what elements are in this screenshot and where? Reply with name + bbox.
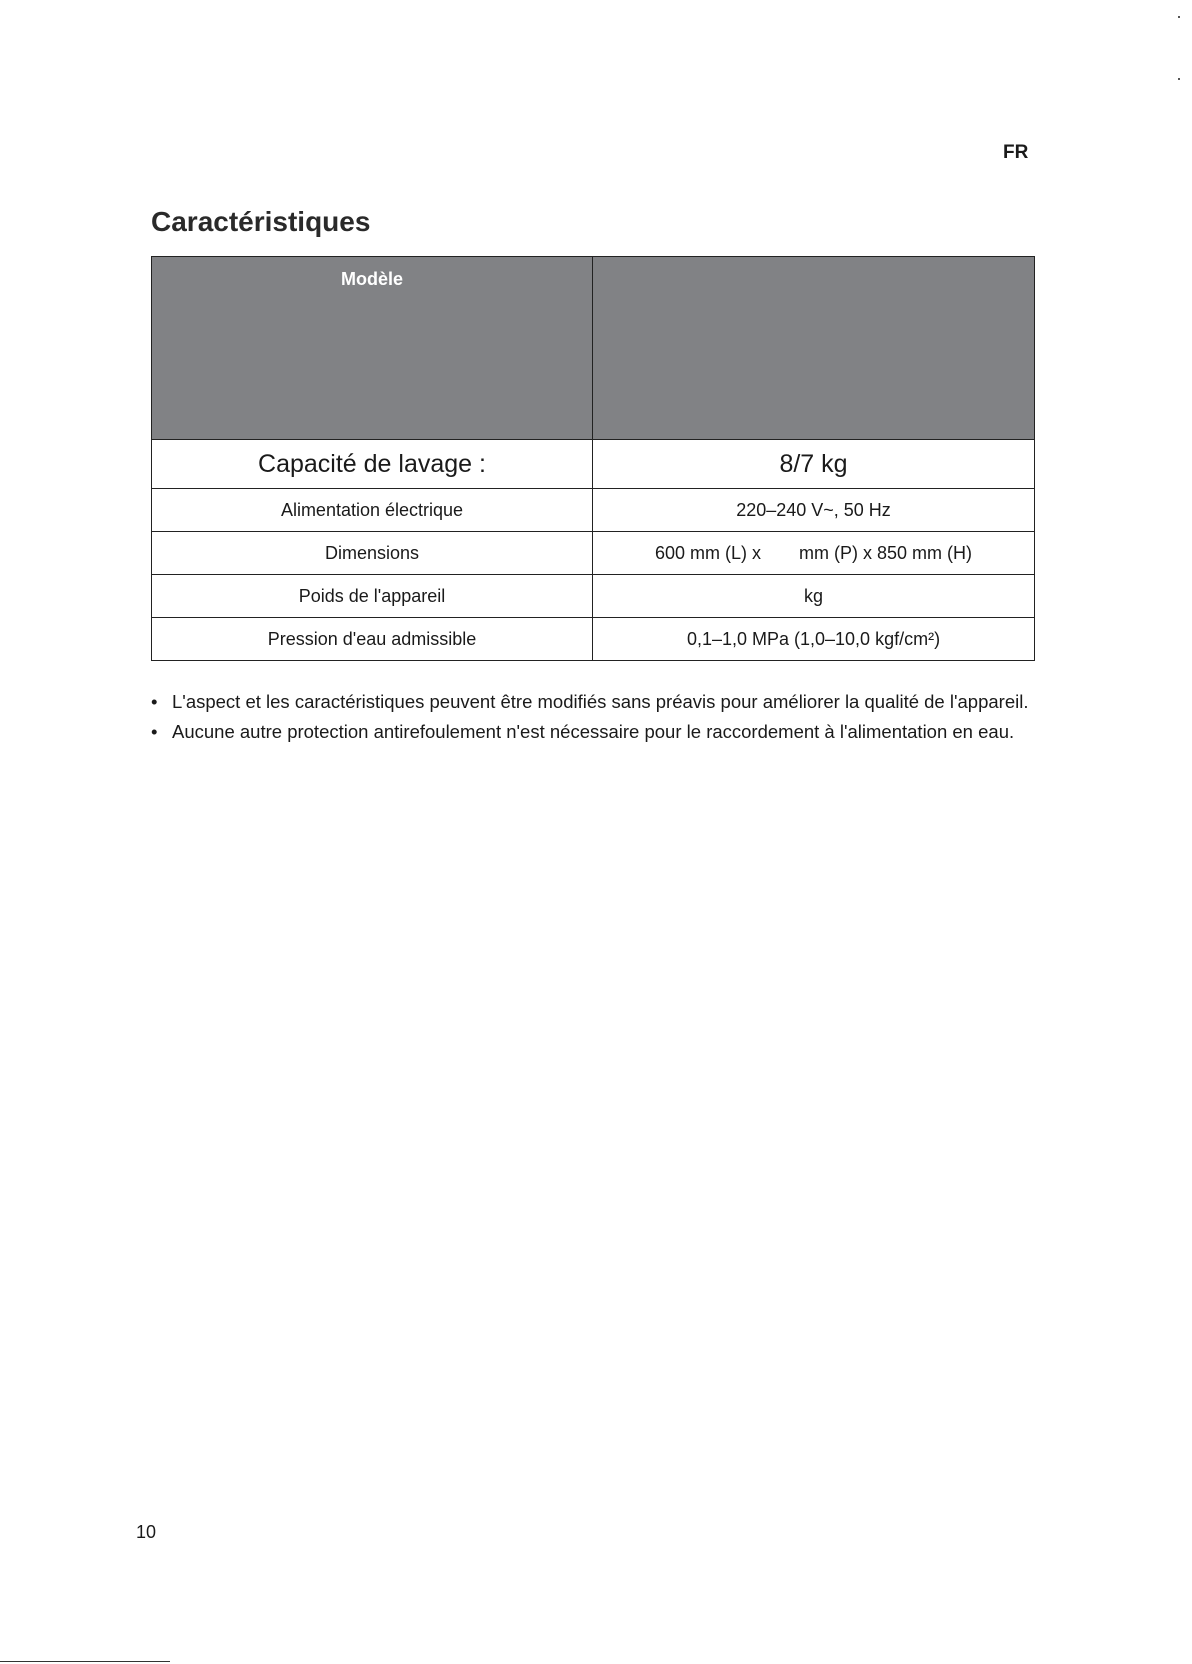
capacity-value: 8/7 kg	[593, 440, 1035, 489]
dimensions-value-depth-height: mm (P) x 850 mm (H)	[799, 542, 973, 563]
page-title: Caractéristiques	[151, 206, 371, 237]
model-value-header-cell	[593, 257, 1035, 440]
weight-label: Poids de l'appareil	[152, 575, 593, 618]
notes-list	[151, 690, 1031, 750]
model-header-label: Modèle	[340, 269, 403, 289]
specifications-table	[151, 256, 1035, 661]
table-row-dimensions	[152, 532, 1035, 575]
note-item	[151, 690, 1031, 714]
bullet-icon: •	[151, 691, 158, 712]
table-row-water-pressure	[152, 618, 1035, 661]
table-header-row	[152, 257, 1035, 440]
note-text: Aucune autre protection antirefoulement n'est nécessaire pour le raccordement à l'alimentation en eau.	[172, 721, 1015, 742]
power-label: Alimentation électrique	[152, 489, 593, 532]
table-row-capacity	[152, 440, 1035, 489]
water-pressure-value: 0,1–1,0 MPa (1,0–10,0 kgf/cm²)	[593, 618, 1035, 661]
crop-mark	[1178, 16, 1180, 18]
model-header-cell	[152, 257, 593, 440]
crop-mark	[1178, 78, 1180, 80]
water-pressure-label: Pression d'eau admissible	[152, 618, 593, 661]
power-value: 220–240 V~, 50 Hz	[593, 489, 1035, 532]
bottom-rule	[0, 1661, 170, 1662]
weight-value: kg	[593, 575, 1035, 618]
note-text: L'aspect et les caractéristiques peuvent être modifiés sans préavis pour améliorer la qualité de l'appareil.	[172, 691, 1029, 712]
dimensions-value-cell	[593, 532, 1035, 575]
dimensions-label: Dimensions	[152, 532, 593, 575]
bullet-icon: •	[151, 721, 158, 742]
dimensions-value-width: 600 mm (L) x	[654, 542, 762, 563]
language-tag: FR	[1003, 142, 1029, 163]
note-item	[151, 720, 1031, 744]
page-number: 10	[136, 1522, 157, 1542]
table-row-power	[152, 489, 1035, 532]
table-row-weight	[152, 575, 1035, 618]
capacity-label: Capacité de lavage :	[152, 440, 593, 489]
